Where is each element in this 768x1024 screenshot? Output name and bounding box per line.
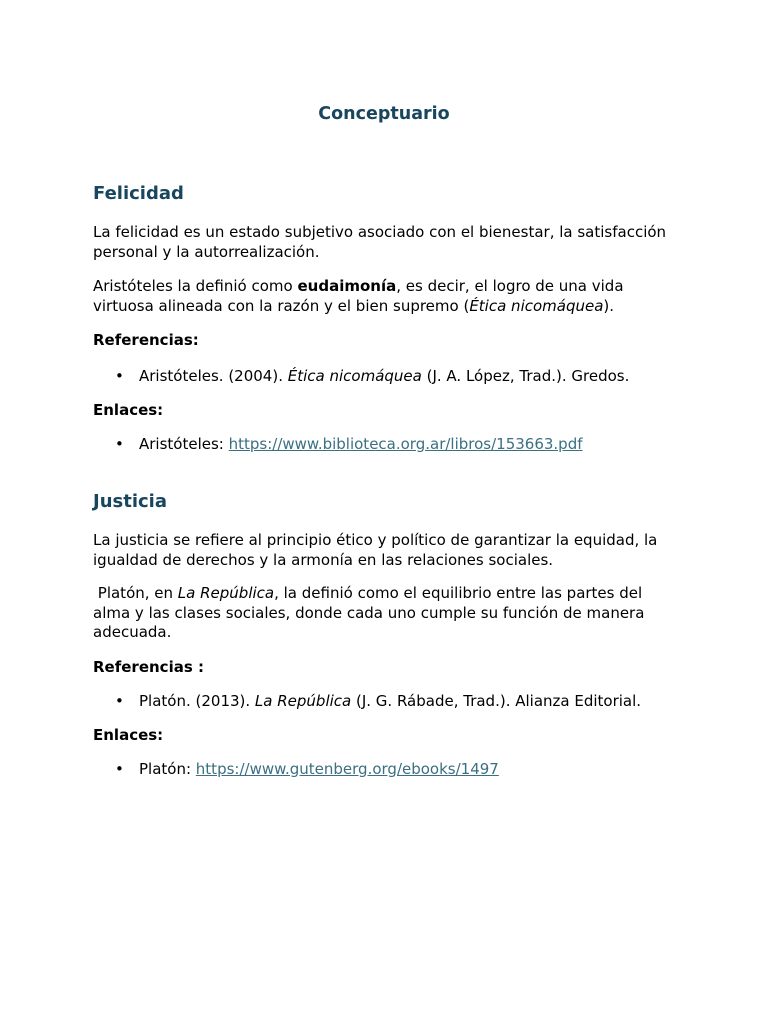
felicidad-aristotle-text-c: ). xyxy=(603,296,615,315)
justicia-plato-text-a: Platón, en xyxy=(93,584,178,602)
justicia-link-prefix: Platón: xyxy=(139,759,196,778)
eudaimonia-term: eudaimonía xyxy=(297,277,397,295)
section-justicia xyxy=(93,490,683,779)
etica-nicomaquea-title: Ética nicomáquea xyxy=(469,296,604,315)
felicidad-links-label: Enlaces: xyxy=(93,401,164,419)
felicidad-link-line xyxy=(139,434,583,454)
bullet-icon: • xyxy=(115,759,124,778)
section-felicidad xyxy=(93,182,683,454)
felicidad-aristotle-paragraph xyxy=(93,277,683,316)
document-title: Conceptuario xyxy=(318,104,450,124)
section-heading-felicidad: Felicidad xyxy=(93,183,184,204)
felicidad-definition-paragraph xyxy=(93,223,683,262)
justicia-definition-text: La justicia se refiere al principio ético y político de garantizar la equidad, la igualdad de derechos y la armonía en las relaciones sociales. xyxy=(93,531,658,569)
bullet-icon: • xyxy=(115,691,124,710)
justicia-references-label: Referencias : xyxy=(93,657,204,676)
justicia-reference-text xyxy=(139,691,641,711)
justicia-link-line xyxy=(139,759,499,779)
justicia-reference-book-title: La República xyxy=(254,691,352,710)
bullet-icon: • xyxy=(115,435,124,453)
felicidad-link-url[interactable]: https://www.biblioteca.org.ar/libros/153663.pdf xyxy=(228,435,583,453)
felicidad-reference-book-title: Ética nicomáquea xyxy=(287,367,422,385)
felicidad-aristotle-text-b: , es decir, el logro de una vida virtuosa alineada con la razón y el bien supremo ( xyxy=(93,277,624,315)
justicia-link-item xyxy=(93,759,683,779)
felicidad-reference-text-a: Aristóteles. (2004). xyxy=(139,367,288,385)
section-heading-justicia: Justicia xyxy=(93,491,167,512)
felicidad-reference-text-b: (J. A. López, Trad.). Gredos. xyxy=(421,367,630,385)
felicidad-aristotle-text-a: Aristóteles la definió como xyxy=(93,277,298,295)
justicia-links-label: Enlaces: xyxy=(93,725,164,744)
justicia-reference-item xyxy=(93,691,683,711)
felicidad-link-item xyxy=(93,434,683,454)
felicidad-definition-text: La felicidad es un estado subjetivo asociado con el bienestar, la satisfacción personal y la autorrealización. xyxy=(93,223,667,261)
justicia-reference-text-a: Platón. (2013). xyxy=(139,691,255,710)
la-republica-title: La República xyxy=(177,584,275,602)
justicia-plato-paragraph xyxy=(93,584,683,643)
justicia-definition-paragraph xyxy=(93,531,683,570)
justicia-reference-text-b: (J. G. Rábade, Trad.). Alianza Editorial. xyxy=(351,691,642,710)
bullet-icon: • xyxy=(115,367,124,385)
justicia-plato-text-b: , la definió como el equilibrio entre las partes del alma y las clases sociales, donde cada uno cumple su función de manera adecuada. xyxy=(93,584,650,641)
felicidad-reference-text xyxy=(139,366,629,386)
felicidad-reference-item xyxy=(93,366,683,386)
felicidad-link-prefix: Aristóteles: xyxy=(139,435,229,453)
felicidad-references-label: Referencias: xyxy=(93,331,199,349)
justicia-link-url[interactable]: https://www.gutenberg.org/ebooks/1497 xyxy=(195,759,499,778)
